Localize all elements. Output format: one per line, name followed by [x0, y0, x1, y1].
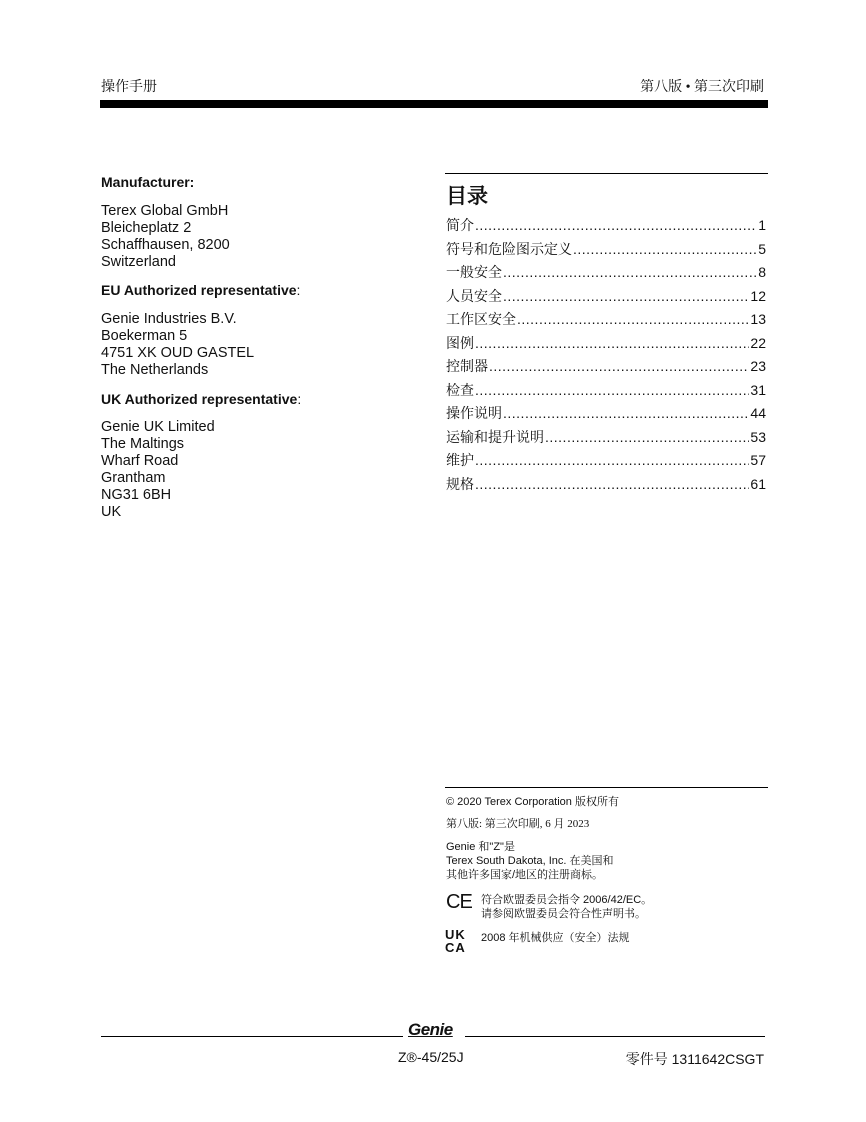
toc-entry-label: 图例: [446, 336, 474, 352]
ce-mark-icon: CE: [446, 891, 472, 913]
address-line: Grantham: [101, 470, 166, 486]
toc-entry-page: 44: [750, 405, 766, 421]
uk-rep-heading-text: UK Authorized representative: [101, 391, 298, 407]
footer-part-number: 零件号 1311642CSGT: [625, 1051, 764, 1067]
toc-entry[interactable]: [446, 215, 766, 239]
trademark-line: Terex South Dakota, Inc. 在美国和: [446, 855, 614, 867]
genie-logo: Genie: [408, 1020, 453, 1039]
toc-leader-dots: [489, 358, 749, 374]
address-line: Boekerman 5: [101, 328, 188, 344]
copyright-top-rule: [445, 787, 768, 788]
manufacturer-address: [101, 203, 230, 271]
address-line: The Maltings: [101, 436, 185, 452]
toc-entry-label: 一般安全: [446, 266, 502, 281]
toc-leader-dots: [517, 311, 749, 327]
toc-entry[interactable]: [446, 309, 766, 333]
toc-top-rule: [445, 173, 768, 174]
toc-entry-label: 操作说明: [446, 407, 502, 422]
address-line: 4751 XK OUD GASTEL: [101, 345, 255, 361]
ukca-mark-icon: [445, 928, 475, 954]
toc-leader-dots: [503, 405, 749, 421]
toc-leader-dots: [475, 452, 749, 468]
address-line: Genie UK Limited: [101, 419, 215, 435]
uk-rep-colon: :: [297, 391, 302, 407]
toc-leader-dots: [475, 217, 757, 233]
toc-title: 目录: [446, 185, 488, 208]
toc-entry-page: 53: [750, 428, 766, 445]
toc-entry[interactable]: [446, 427, 766, 451]
trademark-line: Genie 和"Z"是: [446, 841, 515, 853]
toc-leader-dots: [475, 476, 749, 492]
manufacturer-heading: Manufacturer:: [101, 174, 195, 190]
address-line: UK: [101, 504, 122, 520]
toc-entry-page: 61: [750, 475, 766, 492]
address-line: Switzerland: [101, 254, 176, 270]
address-line: NG31 6BH: [101, 487, 172, 503]
toc-entry-page: 23: [750, 358, 766, 374]
trademark-notice: [446, 840, 614, 882]
eu-rep-colon: :: [296, 282, 301, 298]
eu-rep-heading: [101, 282, 300, 298]
toc-entry[interactable]: [446, 333, 766, 357]
toc-entry-page: 57: [750, 452, 766, 468]
table-of-contents: [446, 215, 766, 497]
address-line: The Netherlands: [101, 362, 209, 378]
toc-entry[interactable]: [446, 286, 766, 310]
toc-entry-label: 控制器: [446, 360, 488, 375]
toc-entry-page: 31: [750, 381, 766, 398]
ce-line: 符合欧盟委员会指令 2006/42/EC。: [481, 894, 653, 906]
toc-entry-label: 人员安全: [446, 289, 502, 305]
uk-rep-heading: [101, 391, 301, 407]
toc-leader-dots: [475, 382, 749, 398]
toc-leader-dots: [545, 429, 749, 445]
ukca-mark-line: CA: [445, 940, 466, 955]
footer-model: Z®-45/25J: [398, 1049, 464, 1065]
eu-rep-heading-text: EU Authorized representative: [101, 282, 297, 298]
footer-rule-left: [101, 1036, 403, 1037]
toc-leader-dots: [503, 264, 757, 280]
toc-entry-page: 13: [750, 311, 766, 327]
ce-compliance-text: [481, 893, 652, 921]
toc-entry[interactable]: [446, 450, 766, 474]
header-divider-bar: [100, 100, 768, 108]
edition-line: 第八版: 第三次印刷, 6 月 2023: [446, 818, 590, 830]
toc-entry[interactable]: [446, 239, 766, 263]
toc-entry-label: 工作区安全: [446, 313, 516, 328]
address-line: Genie Industries B.V.: [101, 311, 237, 327]
header-edition: 第八版 • 第三次印刷: [640, 80, 764, 95]
toc-entry-page: 22: [750, 334, 766, 351]
address-line: Wharf Road: [101, 453, 179, 469]
toc-entry[interactable]: [446, 356, 766, 380]
toc-leader-dots: [475, 335, 749, 351]
toc-entry[interactable]: [446, 380, 766, 404]
ukca-regulation-text: 2008 年机械供应（安全）法规: [481, 932, 630, 944]
toc-entry[interactable]: [446, 262, 766, 286]
eu-rep-address: [101, 311, 254, 379]
trademark-line: 其他许多国家/地区的注册商标。: [446, 869, 604, 881]
ukca-mark-line: UK: [445, 927, 466, 942]
toc-entry-label: 检查: [446, 383, 474, 399]
copyright-line: © 2020 Terex Corporation 版权所有: [446, 796, 619, 808]
toc-entry-page: 8: [758, 264, 766, 280]
toc-entry-label: 维护: [446, 454, 474, 469]
toc-leader-dots: [573, 241, 757, 257]
toc-entry-label: 规格: [446, 477, 474, 493]
footer-rule-right: [465, 1036, 765, 1037]
toc-entry-page: 5: [758, 240, 766, 257]
address-line: Terex Global GmbH: [101, 203, 229, 219]
uk-rep-address: [101, 419, 215, 521]
ce-line: 请参阅欧盟委员会符合性声明书。: [481, 908, 646, 920]
address-line: Schaffhausen, 8200: [101, 237, 230, 253]
toc-leader-dots: [503, 288, 749, 304]
toc-entry-label: 符号和危险图示定义: [446, 242, 572, 258]
toc-entry[interactable]: [446, 474, 766, 498]
toc-entry-page: 1: [758, 217, 766, 233]
toc-entry-label: 简介: [446, 219, 474, 234]
toc-entry-page: 12: [750, 287, 766, 304]
address-line: Bleicheplatz 2: [101, 220, 192, 236]
toc-entry-label: 运输和提升说明: [446, 430, 544, 446]
header-manual-title: 操作手册: [101, 80, 157, 95]
toc-entry[interactable]: [446, 403, 766, 427]
